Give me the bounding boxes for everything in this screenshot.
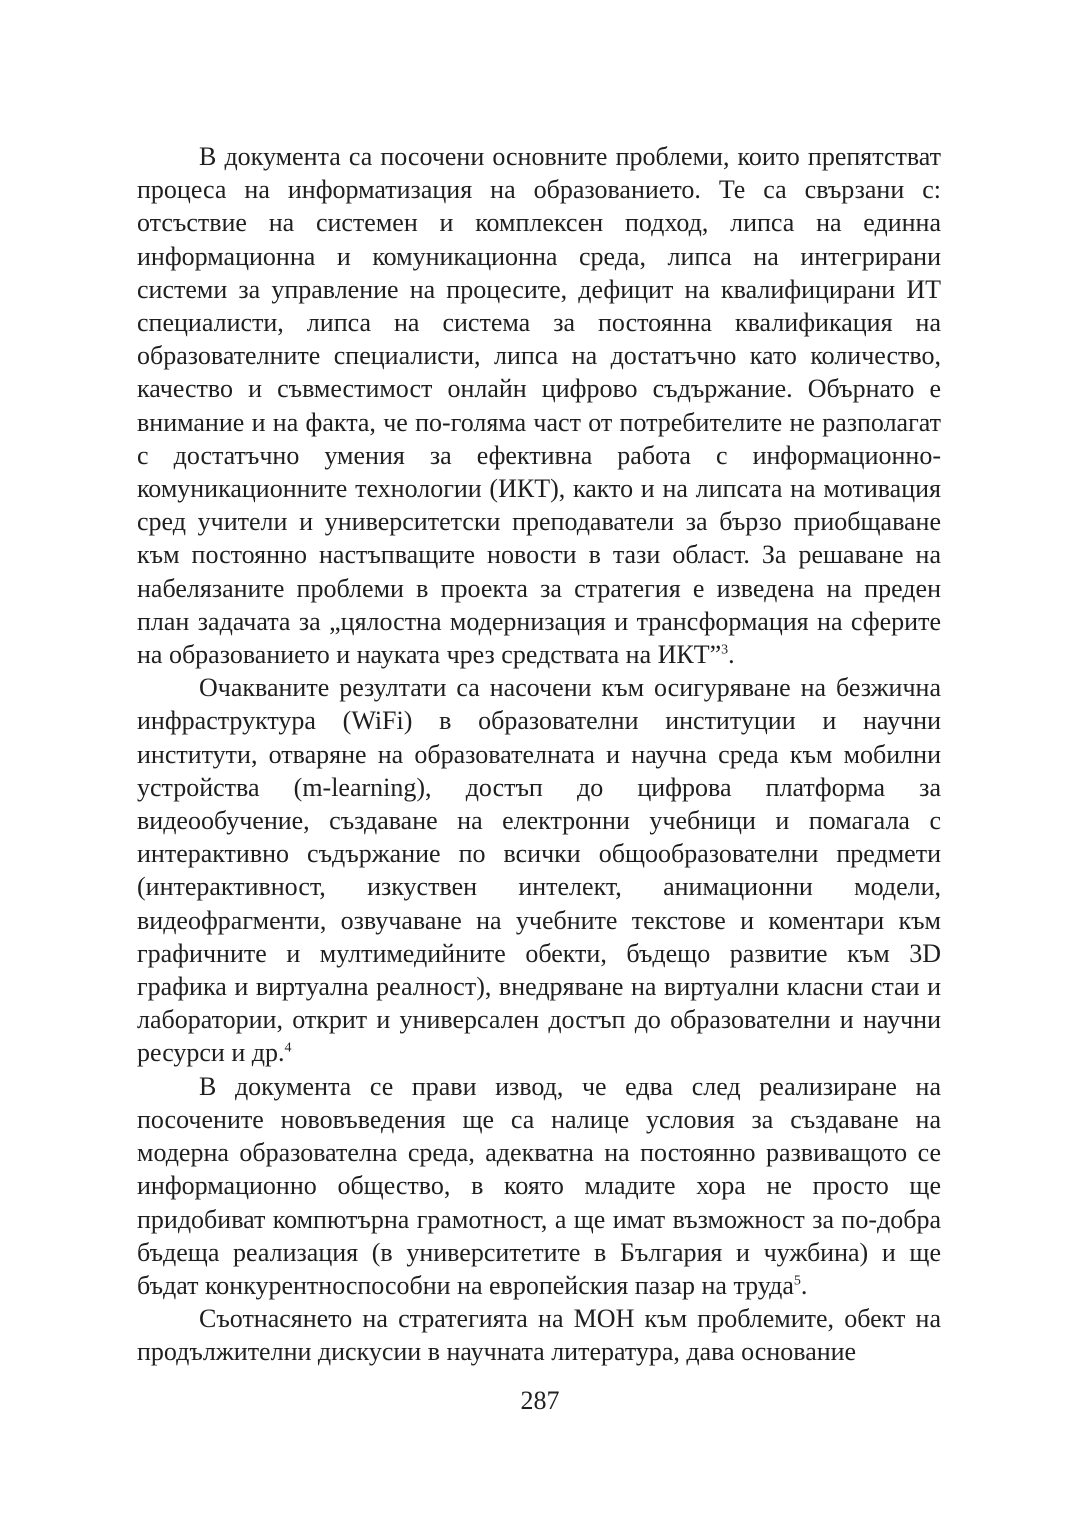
paragraph-text: Съотнасянето на стратегията на МОН към проблемите, обект на продължителни дискусии в научната литература, дава основание — [137, 1304, 941, 1367]
page-body — [137, 140, 941, 1369]
footnote-ref: 3 — [721, 642, 729, 658]
footnote-ref: 5 — [793, 1273, 801, 1289]
page-number: 287 — [520, 1386, 560, 1415]
paragraph-2 — [137, 671, 941, 1069]
paragraph-1 — [137, 140, 941, 671]
footnote-ref: 4 — [284, 1040, 292, 1056]
paragraph-3 — [137, 1070, 941, 1302]
paragraph-text: В документа са посочени основните проблеми, които препятстват процеса на информатизация на образованието. Те са свързани с: отсъствие на системен и комплексен подход, липса на единна информационна и комуникационна среда, липса на интегрирани системи за управление на процесите, дефицит на квалифицирани ИТ специалисти, липса на система за постоянна квалификация на образователните специалисти, липса на достатъчно като количество, качество и съвместимост онлайн цифрово съдържание. Обърнато е внимание и на факта, че по-голяма част от потребителите не разполагат с достатъчно умения за ефективна работа с информационно-комуникационните технологии (ИКТ), както и на липсата на мотивация сред учители и университетски преподаватели за бързо приобщаване към постоянно настъпващите новости в тази област. За решаване на набелязаните проблеми в проекта за стратегия е изведена на преден план задачата за „цялостна модернизация и трансформация на сферите на образованието и науката чрез средствата на ИКТ” — [137, 142, 941, 670]
paragraph-text: В документа се прави извод, че едва след реализиране на посочените нововъведения ще са налице условия за създаване на модерна образователна среда, адекватна на постоянно развиващото се информационно общество, в която младите хора не просто ще придобиват компютърна грамотност, а ще имат възможност за по-добра бъдеща реализация (в университетите в България и чужбина) и ще бъдат конкурентноспособни на европейския пазар на труда — [137, 1071, 941, 1300]
paragraph-4 — [137, 1302, 941, 1368]
paragraph-tail: . — [800, 1270, 808, 1300]
paragraph-tail: . — [728, 640, 735, 670]
paragraph-text: Очакваните резултати са насочени към осигуряване на безжична инфраструктура (WiFi) в образователни институции и научни институти, отваряне на образователната и научна среда към мобилни устройства (m-learning), достъп до цифрова платформа за видеообучение, създаване на електронни учебници и помагала с интерактивно съдържание по всички общообразователни предмети (интерактивност, изкуствен интелект, анимационни модели, видеофрагменти, озвучаване на учебните текстове и коментари към графичните и мултимедийните обекти, бъдещо развитие към 3D графика и виртуална реалност), внедряване на виртуални класни стаи и лаборатории, открит и универсален достъп до образователни и научни ресурси и др. — [137, 673, 941, 1068]
